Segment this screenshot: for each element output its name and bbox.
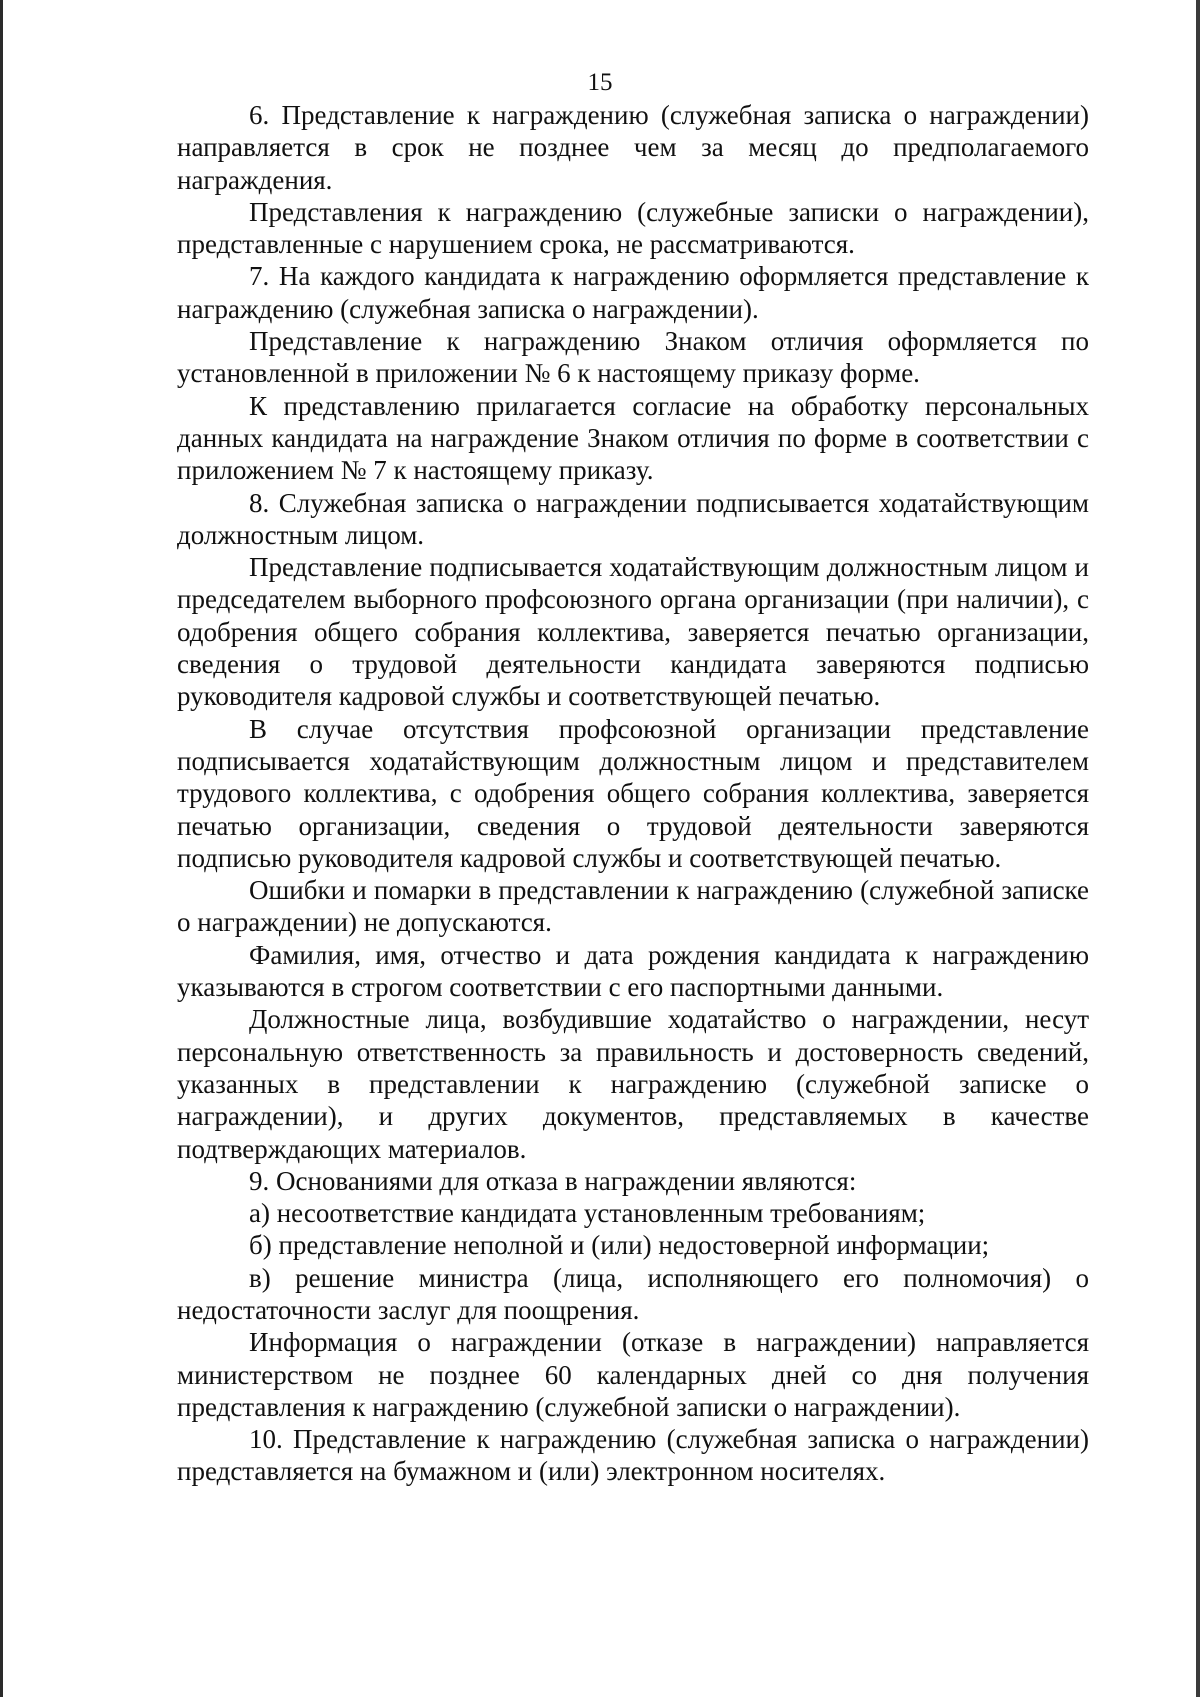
paragraph-late-submissions: Представления к награждению (служебные записки о награждении), представленные с нарушением срока, не рассматриваются. xyxy=(177,196,1089,260)
paragraph-8-memo-signature: 8. Служебная записка о награждении подписывается ходатайствующим должностным лицом. xyxy=(177,487,1089,550)
paragraph-10-media: 10. Представление к награждению (служебная записка о награждении) представляется на бумажном и (или) электронном носителях. xyxy=(177,1424,1089,1487)
paragraph-7-per-candidate: 7. На каждого кандидата к награждению оформляется представление к награждению (служебная записка о награждении). xyxy=(177,261,1089,324)
paragraph-consent-appendix-7: К представлению прилагается согласие на обработку персональных данных кандидата на награждение Знаком отличия по форме в соответствии с приложением № 7 к настоящему приказу. xyxy=(177,390,1089,486)
scan-right-edge xyxy=(1196,0,1200,1697)
paragraph-submission-signature: Представление подписывается ходатайствующим должностным лицом и председателем выборного профсоюзного органа организации (при наличии), с одобрения общего собрания коллектива, заверяется печатью организации, сведения о трудовой деятельности кандидата заверяются подписью руководителя кадровой службы и соответствующей печатью. xyxy=(177,552,1089,712)
paragraph-no-union-case: В случае отсутствия профсоюзной организации представление подписывается ходатайствующим должностным лицом и представителем трудового коллектива, с одобрения общего собрания коллектива, заверяется печатью организации, сведения о трудовой деятельности заверяются подписью руководителя кадровой службы и соответствующей печатью. xyxy=(177,713,1089,873)
paragraph-form-appendix-6: Представление к награждению Знаком отличия оформляется по установленной в приложении № 6 к настоящему приказу форме. xyxy=(177,326,1089,389)
paragraph-officials-responsibility: Должностные лица, возбудившие ходатайство о награждении, несут персональную ответственность за правильность и достоверность сведений, указанных в представлении к награждению (служебной записке о награждении), и других документов, представляемых в качестве подтверждающих материалов. xyxy=(177,1004,1089,1164)
paragraph-ministry-response: Информация о награждении (отказе в награждении) направляется министерством не позднее 60 календарных дней со дня получения представления к награждению (служебной записки о награждении). xyxy=(177,1327,1089,1422)
paragraph-no-errors: Ошибки и помарки в представлении к награждению (служебной записке о награждении) не допускаются. xyxy=(177,875,1089,938)
list-item-a: а) несоответствие кандидата установленным требованиям; xyxy=(249,1198,926,1229)
page-number: 15 xyxy=(587,69,613,96)
list-item-v: в) решение министра (лица, исполняющего его полномочия) о недостаточности заслуг для поощрения. xyxy=(177,1262,1089,1325)
list-item-b: б) представление неполной и (или) недостоверной информации; xyxy=(249,1230,990,1261)
paragraph-9-refusal-grounds: 9. Основаниями для отказа в награждении являются: xyxy=(249,1165,857,1196)
scan-left-edge xyxy=(0,0,3,1697)
document-body xyxy=(177,99,1089,1488)
paragraph-6-submission-deadline: 6. Представление к награждению (служебная записка о награждении) направляется в срок не позднее чем за месяц до предполагаемого награждения. xyxy=(177,100,1089,195)
paragraph-passport-data: Фамилия, имя, отчество и дата рождения кандидата к награждению указываются в строгом соответствии с его паспортными данными. xyxy=(177,939,1089,1003)
